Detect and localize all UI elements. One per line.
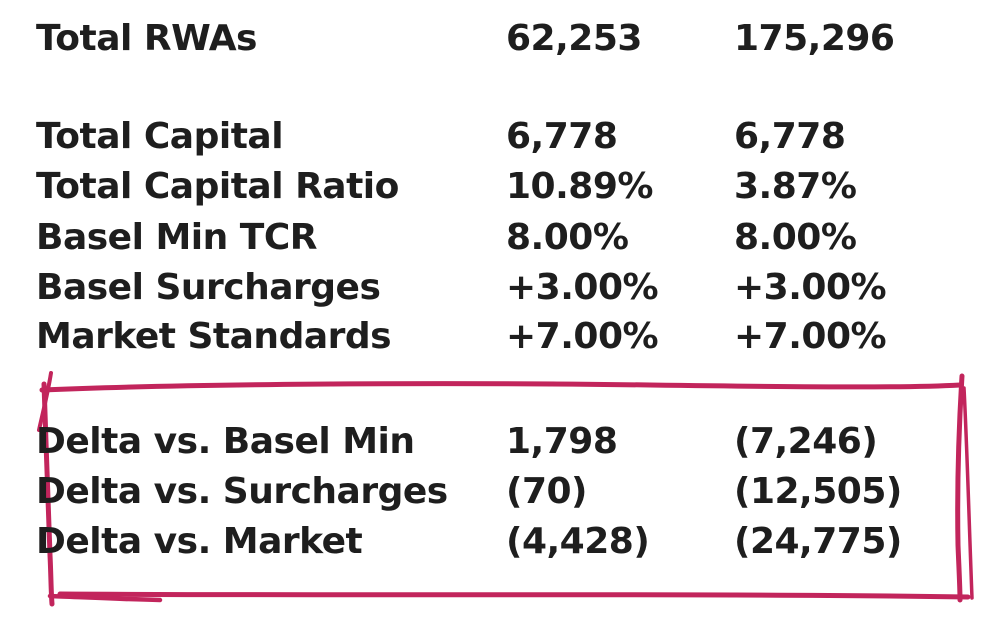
row-value-1: (4,428) bbox=[506, 521, 650, 562]
row-label: Delta vs. Basel Min bbox=[36, 421, 415, 462]
row-delta-market bbox=[0, 520, 983, 564]
row-delta-basel-min bbox=[0, 420, 983, 464]
row-value-1: 1,798 bbox=[506, 421, 618, 462]
row-value-2: 6,778 bbox=[734, 116, 846, 157]
row-label: Total RWAs bbox=[36, 18, 257, 59]
row-value-2: +7.00% bbox=[734, 316, 887, 357]
row-value-1: 8.00% bbox=[506, 217, 629, 258]
row-label: Delta vs. Market bbox=[36, 521, 363, 562]
row-value-2: (24,775) bbox=[734, 521, 902, 562]
row-basel-min-tcr bbox=[0, 216, 983, 260]
row-value-1: +3.00% bbox=[506, 267, 659, 308]
row-value-1: 10.89% bbox=[506, 166, 653, 207]
row-value-1: (70) bbox=[506, 471, 588, 512]
row-label: Basel Surcharges bbox=[36, 267, 381, 308]
row-basel-surcharges bbox=[0, 266, 983, 310]
row-total-capital bbox=[0, 115, 983, 159]
row-delta-surcharges bbox=[0, 470, 983, 514]
row-value-2: (12,505) bbox=[734, 471, 902, 512]
row-total-capital-ratio bbox=[0, 165, 983, 209]
row-value-2: +3.00% bbox=[734, 267, 887, 308]
row-label: Total Capital bbox=[36, 116, 284, 157]
row-value-2: 175,296 bbox=[734, 18, 895, 59]
row-market-standards bbox=[0, 315, 983, 359]
row-value-2: 8.00% bbox=[734, 217, 857, 258]
row-value-1: 6,778 bbox=[506, 116, 618, 157]
row-value-2: 3.87% bbox=[734, 166, 857, 207]
row-label: Delta vs. Surcharges bbox=[36, 471, 448, 512]
row-value-1: 62,253 bbox=[506, 18, 642, 59]
row-label: Total Capital Ratio bbox=[36, 166, 399, 207]
row-value-1: +7.00% bbox=[506, 316, 659, 357]
row-label: Market Standards bbox=[36, 316, 392, 357]
row-label: Basel Min TCR bbox=[36, 217, 317, 258]
row-total-rwas bbox=[0, 17, 983, 61]
row-value-2: (7,246) bbox=[734, 421, 878, 462]
